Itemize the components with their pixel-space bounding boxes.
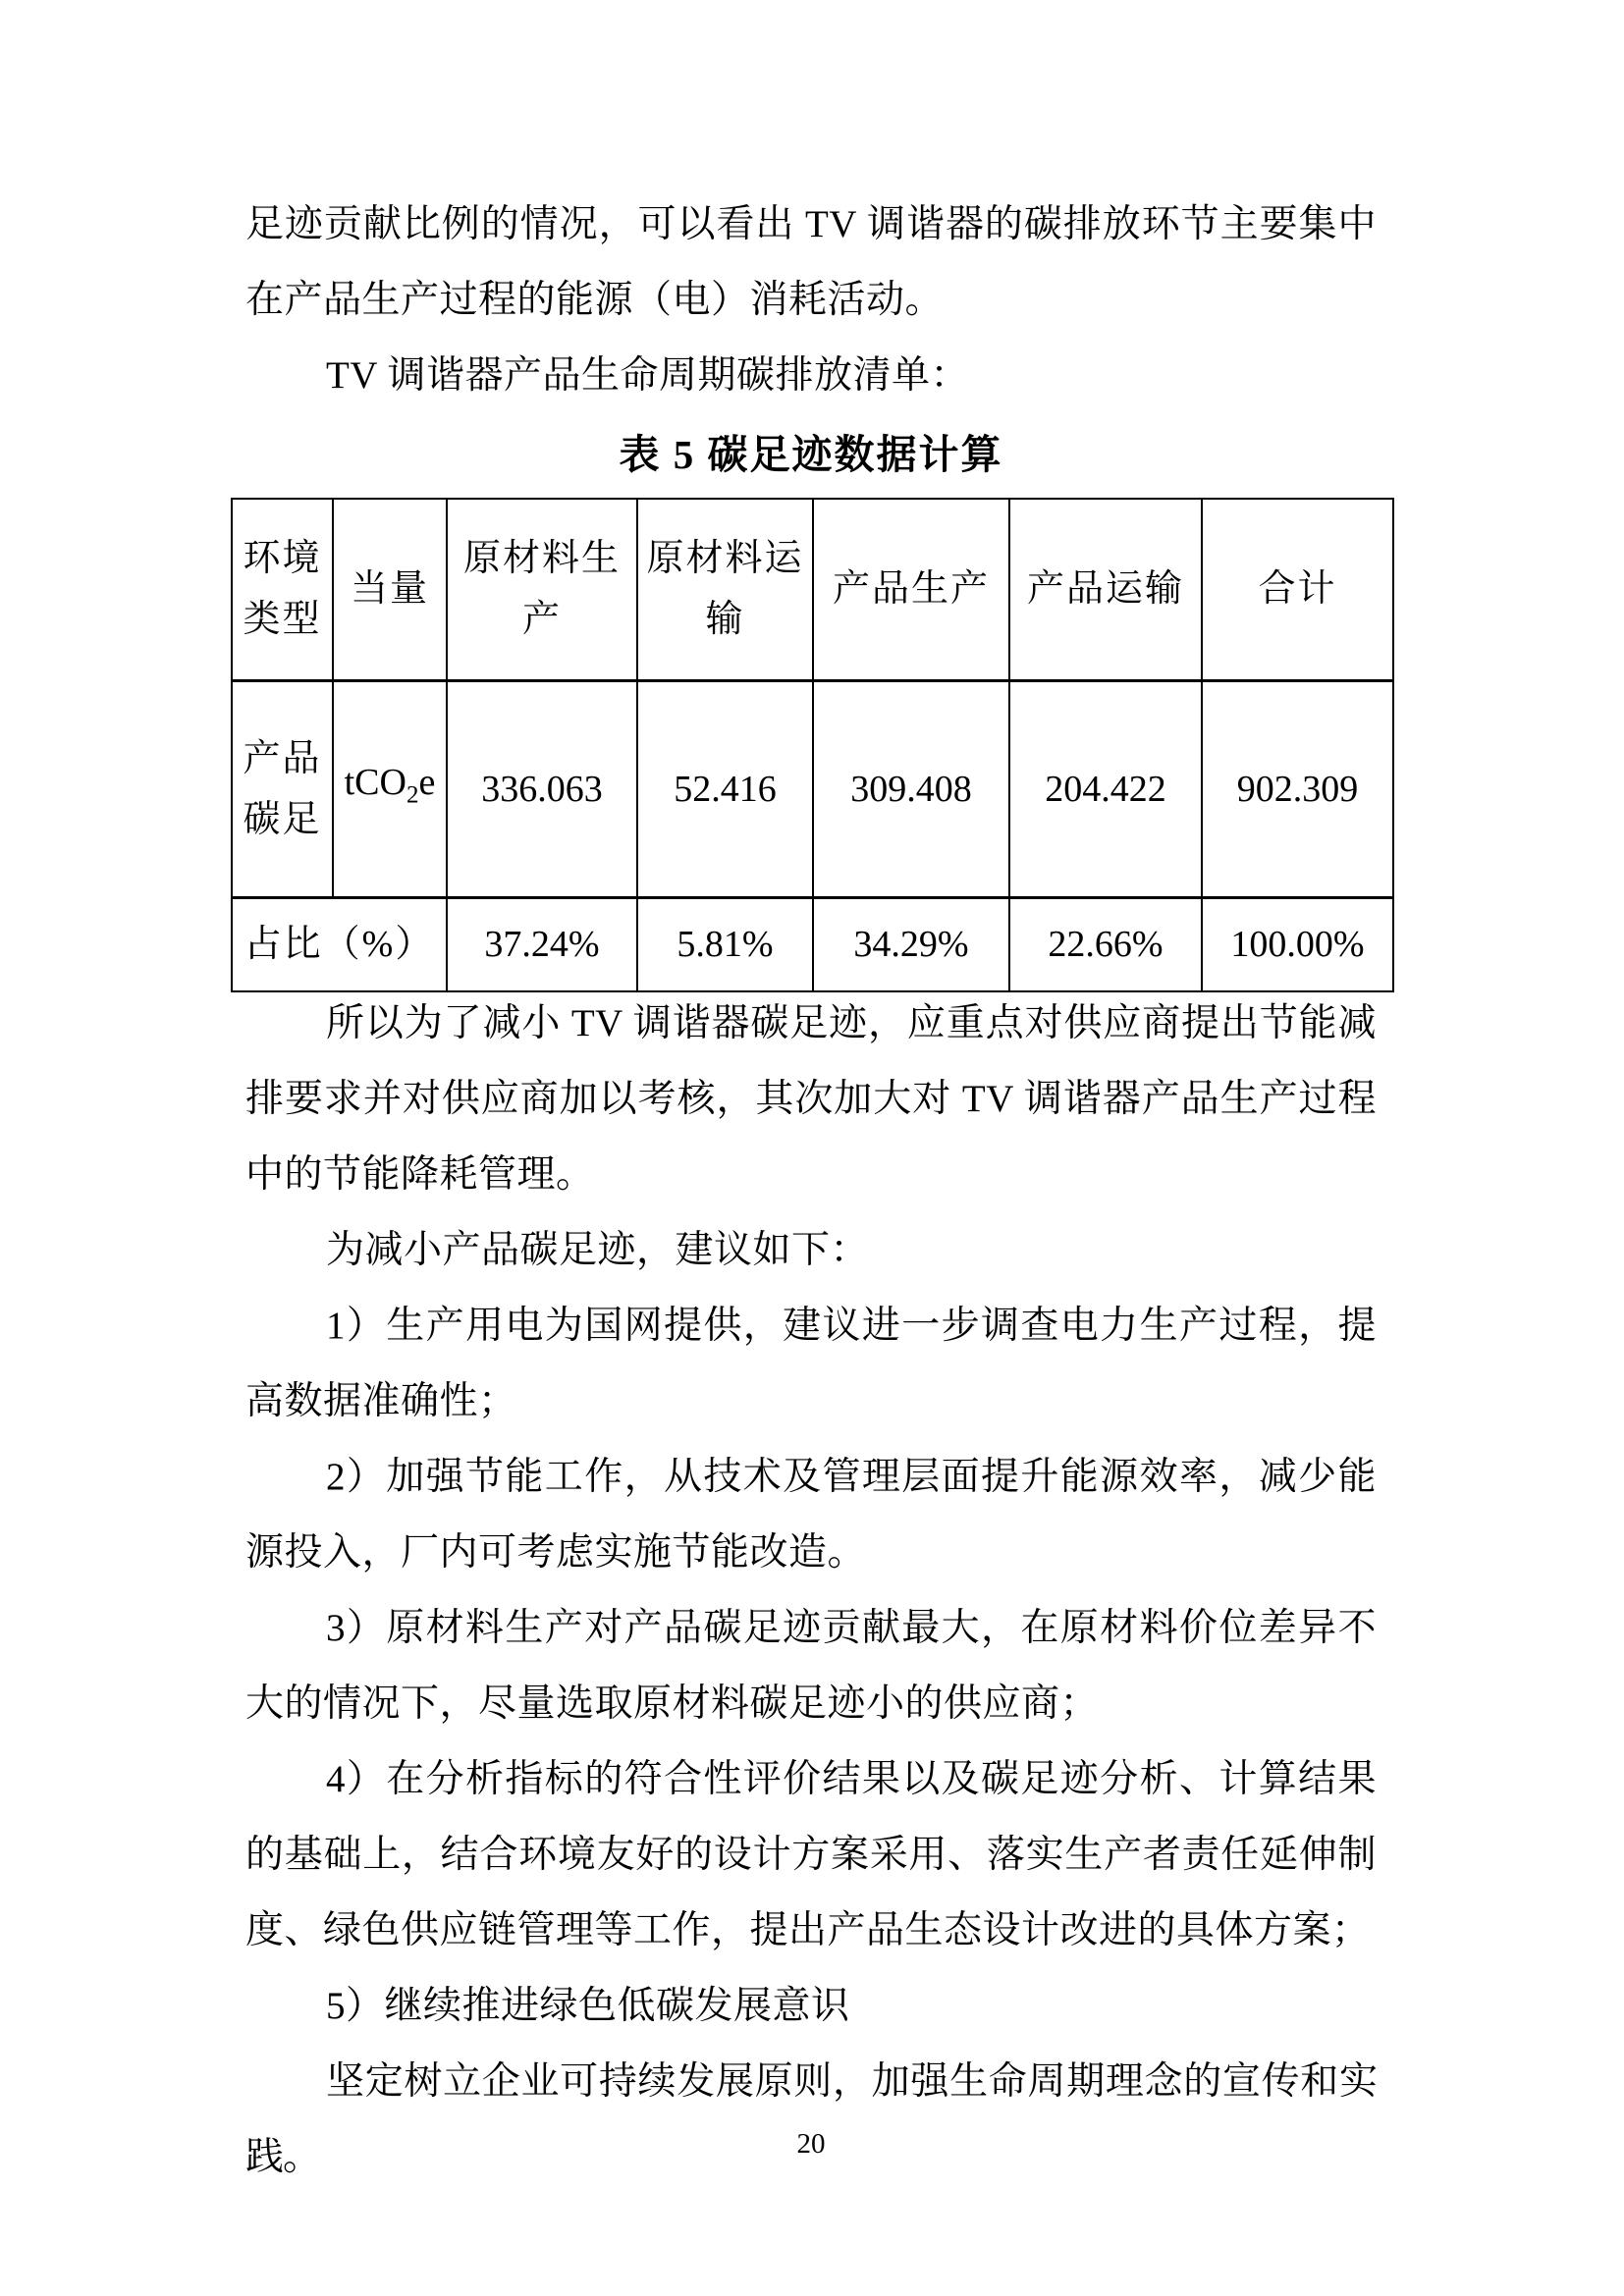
header-cell-raw-material-production: 原材料生产	[447, 499, 637, 680]
body-paragraph-suggestions-lead: 为减小产品碳足迹，建议如下：	[326, 1229, 870, 1271]
unit-subscript: 2	[406, 781, 419, 809]
value-raw-material-transport: 52.416	[637, 680, 813, 897]
value-raw-material-production: 336.063	[447, 680, 637, 897]
intro-paragraph-list-lead: TV 调谐器产品生命周期碳排放清单：	[326, 354, 970, 397]
intro-section	[245, 187, 1377, 413]
unit-cell-tco2e	[333, 680, 447, 897]
carbon-footprint-table	[231, 498, 1394, 992]
unit-suffix: e	[418, 761, 436, 803]
percent-product-transport: 22.66%	[1009, 897, 1202, 991]
percent-raw-material-transport: 5.81%	[637, 897, 813, 991]
table-header-row	[232, 499, 1393, 680]
suggestion-item-5: 5）继续推进绿色低碳发展意识	[326, 1985, 850, 2027]
value-product-production: 309.408	[813, 680, 1009, 897]
body-paragraph-conclusion: 所以为了减小 TV 调谐器碳足迹，应重点对供应商提出节能减排要求并对供应商加以考核，其次加大对 TV 调谐器产品生产过程中的节能降耗管理。	[245, 1002, 1377, 1196]
body-section	[245, 986, 1377, 2195]
header-cell-equivalent: 当量	[333, 499, 447, 680]
table-percent-row	[232, 897, 1393, 991]
body-paragraph-closing: 坚定树立企业可持续发展原则，加强生命周期理念的宣传和实践。	[245, 2060, 1377, 2178]
suggestion-item-1: 1）生产用电为国网提供，建议进一步调查电力生产过程，提高数据准确性；	[245, 1305, 1377, 1422]
value-product-transport: 204.422	[1009, 680, 1202, 897]
unit-prefix: tCO	[344, 761, 406, 803]
row-label-percentage: 占比（%）	[232, 897, 447, 991]
suggestion-item-4: 4）在分析指标的符合性评价结果以及碳足迹分析、计算结果的基础上，结合环境友好的设计方案采用、落实生产者责任延伸制度、绿色供应链管理等工作，提出产品生态设计改进的具体方案；	[245, 1758, 1377, 1951]
header-cell-product-production: 产品生产	[813, 499, 1009, 680]
header-cell-env-type: 环境类型	[232, 499, 333, 680]
header-cell-total: 合计	[1202, 499, 1393, 680]
row-label-product-carbon-footprint: 产品碳足	[232, 680, 333, 897]
percent-total: 100.00%	[1202, 897, 1393, 991]
page-number: 20	[796, 2128, 826, 2160]
intro-paragraph-continuation: 足迹贡献比例的情况，可以看出 TV 调谐器的碳排放环节主要集中在产品生产过程的能源（电）消耗活动。	[245, 203, 1377, 321]
header-cell-raw-material-transport: 原材料运输	[637, 499, 813, 680]
header-cell-product-transport: 产品运输	[1009, 499, 1202, 680]
suggestion-item-2: 2）加强节能工作，从技术及管理层面提升能源效率，减少能源投入，厂内可考虑实施节能改造。	[245, 1456, 1377, 1574]
table-title: 表 5 碳足迹数据计算	[619, 432, 1003, 477]
table-data-row	[232, 680, 1393, 897]
percent-raw-material-production: 37.24%	[447, 897, 637, 991]
suggestion-item-3: 3）原材料生产对产品碳足迹贡献最大，在原材料价位差异不大的情况下，尽量选取原材料碳足迹小的供应商；	[245, 1607, 1377, 1725]
value-total: 902.309	[1202, 680, 1393, 897]
percent-product-production: 34.29%	[813, 897, 1009, 991]
